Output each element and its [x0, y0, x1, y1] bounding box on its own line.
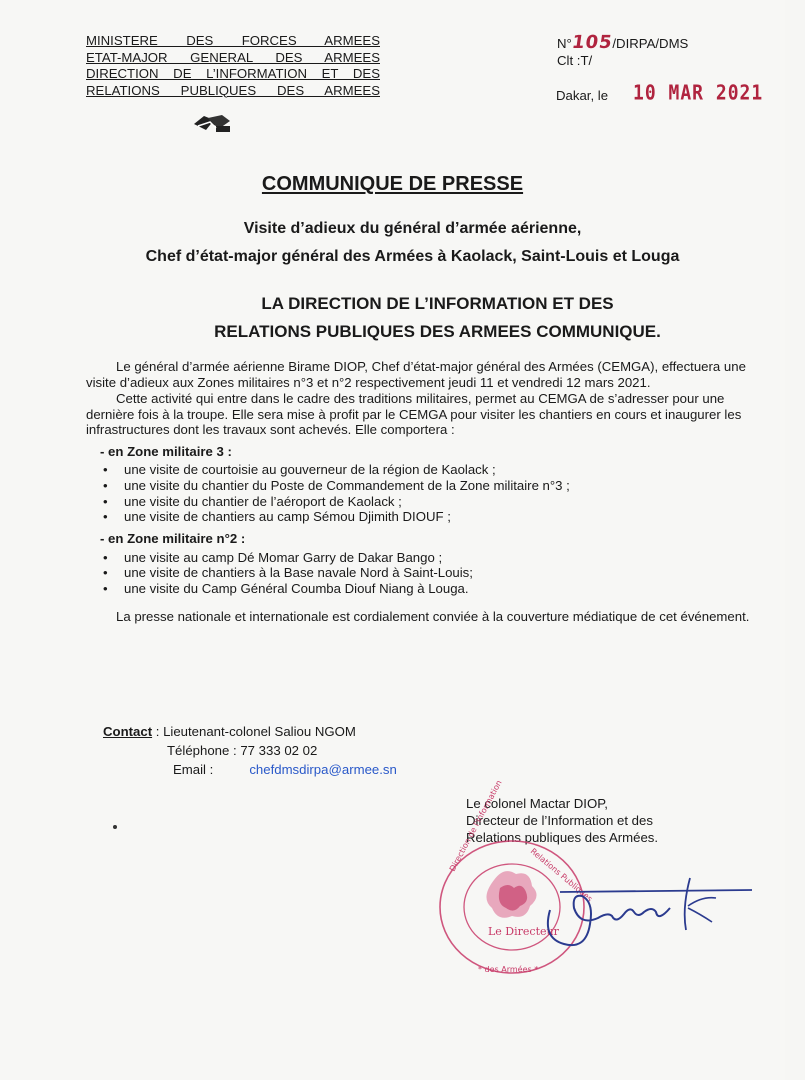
relations-line: RELATIONS PUBLIQUES DES ARMEES — [86, 82, 380, 98]
contact-name: : Lieutenant-colonel Saliou NGOM — [152, 724, 356, 739]
list-item: • une visite du Camp Général Coumba Diouf Niang à Louga. — [86, 581, 750, 597]
list-item: • une visite au camp Dé Momar Garry de Dakar Bango ; — [86, 550, 750, 566]
zone3-heading: - en Zone militaire 3 : — [100, 443, 232, 459]
contact-phone: Téléphone : 77 333 02 02 — [167, 743, 318, 758]
signature-icon — [540, 870, 760, 960]
seal-center-text: Le Directeur — [488, 925, 559, 938]
zone2-list — [86, 550, 750, 597]
paragraph-intro: Le général d’armée aérienne Birame DIOP, Chef d’état-major général des Armées (CEMGA), effectuera une visite d’adieux aux Zones militaires n°3 et n°2 respectivement jeudi 11 et vendredi 12 mars 2021. — [86, 359, 746, 390]
paragraph-activity: Cette activité qui entre dans le cadre des traditions militaires, permet au CEMGA de s’adresser pour une dernière fois à la troupe. Elle sera mise à profit par le CEMGA pour visiter les chantiers en cours et inaugurer les infrastructures dont les travaux sont achevés. Elle comportera : — [86, 391, 742, 437]
signatory-title-2: Relations publiques des Armées. — [466, 830, 659, 845]
list-item: • une visite de chantiers à la Base navale Nord à Saint-Louis; — [86, 565, 750, 581]
paragraph-press: La presse nationale et internationale est cordialement conviée à la couverture médiatique de cet événement. — [116, 609, 750, 625]
list-item: • une visite de chantiers au camp Sémou Djimith DIOUF ; — [86, 509, 750, 525]
direction-heading — [70, 290, 805, 346]
list-item: • une visite de courtoisie au gouverneur de la région de Kaolack ; — [86, 462, 750, 478]
contact-email-label: Email : — [173, 762, 214, 777]
list-item: • une visite du chantier de l’aéroport de Kaolack ; — [86, 494, 750, 510]
classification: Clt :T/ — [557, 53, 593, 68]
subtitle — [40, 215, 785, 271]
date-stamp: 10 MAR 2021 — [633, 81, 764, 106]
svg-text:Direction de l'Information: Direction de l'Information — [447, 778, 504, 873]
staff-line: ETAT-MAJOR GENERAL DES ARMEES — [86, 49, 380, 65]
ref-number: 105 — [570, 32, 614, 53]
ink-dot — [113, 825, 117, 829]
list-item: • une visite du chantier du Poste de Commandement de la Zone militaire n°3 ; — [86, 478, 750, 494]
contact-label: Contact — [103, 724, 153, 739]
ministry-line: MINISTERE DES FORCES ARMEES — [86, 33, 380, 48]
svg-text:Relations Publiques: Relations Publiques — [528, 846, 595, 904]
direction-line: DIRECTION DE L’INFORMATION ET DES — [86, 66, 380, 81]
zone3-list — [86, 462, 750, 525]
ref-prefix: N° — [557, 36, 572, 51]
page-title: COMMUNIQUE DE PRESSE — [261, 173, 524, 195]
signatory-title-1: Directeur de l’Information et des — [466, 813, 653, 828]
communique-body — [86, 359, 750, 625]
reference-block — [557, 34, 688, 69]
contact-block — [103, 722, 397, 779]
zone2-heading: - en Zone militaire n°2 : — [100, 531, 246, 547]
signatory-name: Le colonel Mactar DIOP, — [466, 796, 608, 811]
ref-suffix: /DIRPA/DMS — [612, 36, 689, 51]
direction-heading-line-2: RELATIONS PUBLIQUES DES ARMEES COMMUNIQUE. — [214, 322, 661, 341]
place-date-label: Dakar, le — [556, 88, 609, 103]
subtitle-line-1: Visite d’adieux du général d’armée aérienne, — [243, 220, 582, 237]
direction-heading-line-1: LA DIRECTION DE L’INFORMATION ET DES — [261, 294, 614, 313]
subtitle-line-2: Chef d’état-major général des Armées à Kaolack, Saint-Louis et Louga — [145, 248, 680, 265]
ministry-header — [86, 33, 380, 99]
army-emblem-icon — [192, 112, 232, 134]
contact-email-link[interactable]: chefdmsdirpa@armee.sn — [249, 762, 397, 777]
svg-text:* des Armées *: * des Armées * — [478, 965, 539, 974]
